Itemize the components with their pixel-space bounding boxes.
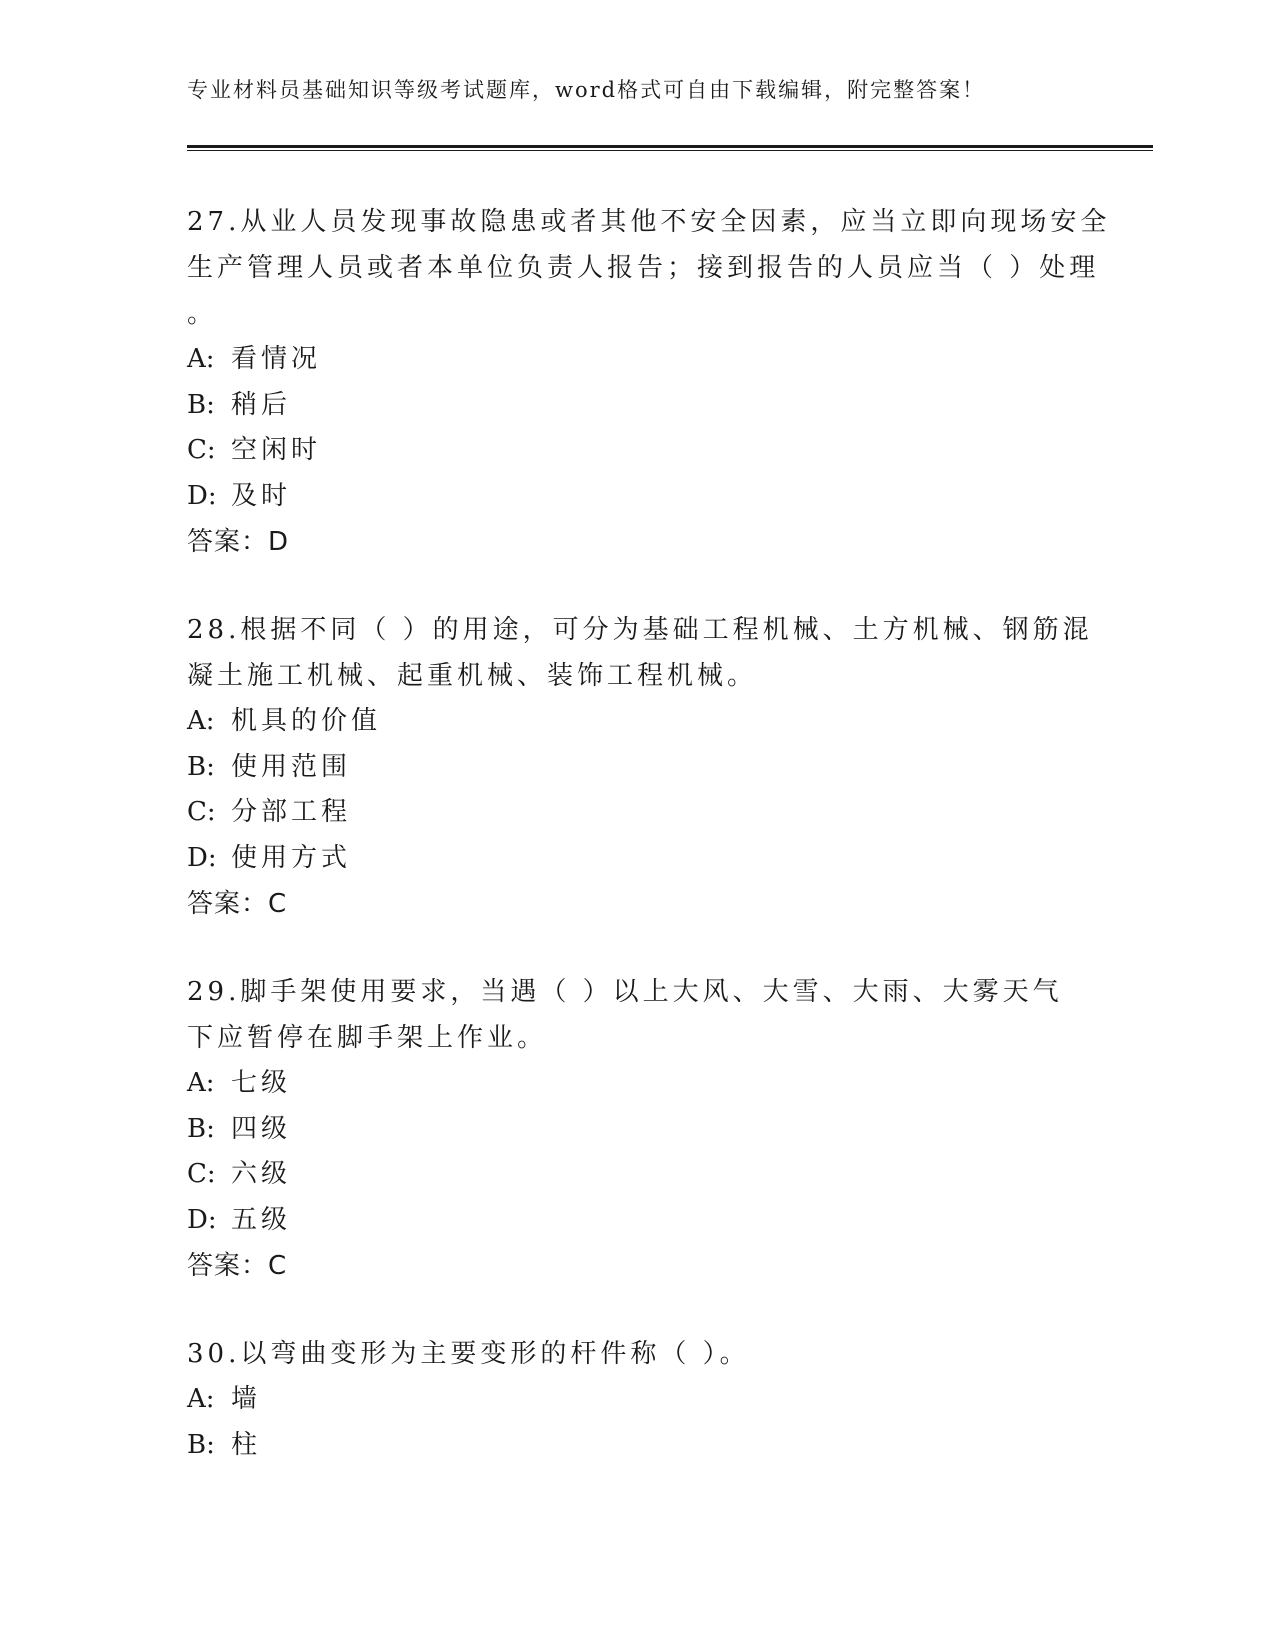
- option-text: 六级: [231, 1159, 292, 1189]
- option-key: D:: [187, 1204, 217, 1235]
- option-text: 使用方式: [231, 842, 352, 873]
- answer-label: 答案：C: [187, 889, 288, 919]
- option-key: B:: [187, 1113, 215, 1144]
- page-header: 专业材料员基础知识等级考试题库，word格式可自由下载编辑，附完整答案！: [187, 78, 986, 102]
- option-text: 看情况: [231, 344, 322, 374]
- option-a: [187, 699, 1087, 745]
- option-key: C:: [187, 1159, 216, 1189]
- question-28: [187, 607, 1093, 927]
- question-text-line: 27.从业人员发现事故隐患或者其他不安全因素，应当立即向现场安全: [187, 207, 1111, 237]
- answer-label: 答案：D: [187, 527, 290, 557]
- option-d: [187, 836, 1087, 882]
- option-text: 七级: [231, 1068, 292, 1098]
- question-text-line: 凝土施工机械、起重机械、装饰工程机械。: [187, 661, 758, 691]
- header-divider: [187, 145, 1153, 151]
- option-text: 机具的价值: [231, 706, 382, 736]
- option-key: A:: [187, 1068, 215, 1098]
- option-c: [187, 790, 1087, 836]
- question-29: [187, 969, 1087, 1289]
- option-text: 及时: [231, 480, 292, 511]
- option-a: [187, 1377, 1087, 1423]
- option-a: [187, 337, 1087, 383]
- option-text: 四级: [231, 1113, 292, 1144]
- question-text-line: 下应暂停在脚手架上作业。: [187, 1023, 548, 1053]
- option-key: D:: [187, 842, 217, 873]
- option-key: B:: [187, 389, 215, 420]
- question-text-line: 。: [187, 299, 218, 329]
- option-text: 墙: [231, 1384, 262, 1414]
- option-key: A:: [187, 344, 215, 374]
- option-text: 五级: [231, 1204, 292, 1235]
- question-text-line: 生产管理人员或者本单位负责人报告；接到报告的人员应当（ ）处理: [187, 253, 1100, 283]
- option-text: 稍后: [231, 389, 292, 420]
- question-text-line: 28.根据不同（ ）的用途，可分为基础工程机械、土方机械、钢筋混: [187, 615, 1093, 645]
- option-text: 使用范围: [231, 751, 352, 782]
- option-b: [187, 745, 1087, 791]
- option-b: [187, 383, 1087, 429]
- option-text: 柱: [231, 1429, 262, 1460]
- option-key: C:: [187, 797, 216, 827]
- option-c: [187, 428, 1087, 474]
- option-d: [187, 1198, 1087, 1244]
- question-27: [187, 199, 1111, 565]
- question-list: [187, 199, 1111, 1510]
- option-key: A:: [187, 1384, 215, 1414]
- option-a: [187, 1061, 1087, 1107]
- option-d: [187, 474, 1087, 520]
- option-text: 分部工程: [231, 797, 352, 827]
- option-key: B:: [187, 751, 215, 782]
- option-c: [187, 1152, 1087, 1198]
- question-text-line: 29.脚手架使用要求，当遇（ ）以上大风、大雪、大雨、大雾天气: [187, 977, 1063, 1007]
- option-key: A:: [187, 706, 215, 736]
- question-text-line: 30.以弯曲变形为主要变形的杆件称（ ）。: [187, 1339, 750, 1369]
- option-key: C:: [187, 435, 216, 465]
- answer-label: 答案：C: [187, 1251, 288, 1281]
- option-key: B:: [187, 1429, 215, 1460]
- option-b: [187, 1107, 1087, 1153]
- option-text: 空闲时: [231, 435, 322, 465]
- question-30: [187, 1331, 1087, 1468]
- option-b: [187, 1423, 1087, 1469]
- option-key: D:: [187, 480, 217, 511]
